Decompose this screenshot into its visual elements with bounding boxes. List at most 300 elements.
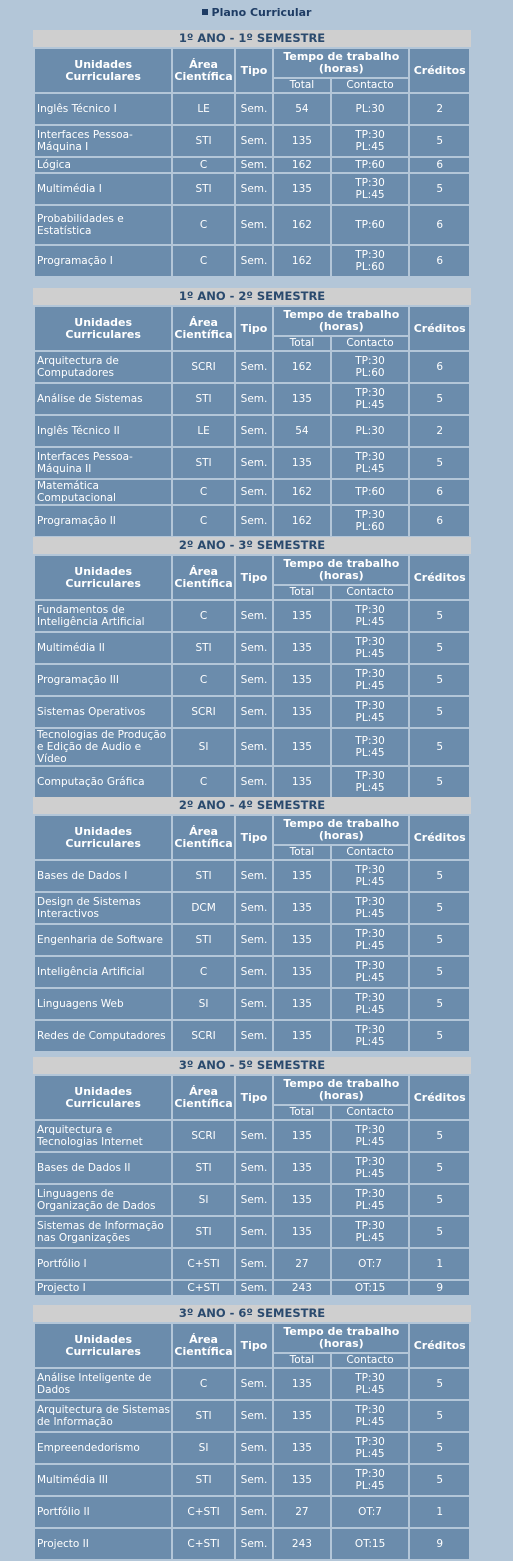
cell-unidade: Arquitectura e Tecnologias Internet xyxy=(35,1121,171,1151)
col-header-tipo: Tipo xyxy=(236,49,272,92)
cell-contacto xyxy=(332,697,409,727)
table-row xyxy=(35,1249,469,1279)
cell-total: 135 xyxy=(274,448,330,478)
cell-area: C+STI xyxy=(173,1249,234,1279)
semester-title: 3º ANO - 5º SEMESTRE xyxy=(33,1057,471,1074)
cell-creditos: 5 xyxy=(410,601,469,631)
cell-tipo: Sem. xyxy=(236,1121,272,1151)
table-row xyxy=(35,1185,469,1215)
col-header-contacto: Contacto xyxy=(332,846,409,859)
cell-contacto xyxy=(332,729,409,765)
cell-contacto xyxy=(332,416,409,446)
contacto-line: PL:45 xyxy=(355,463,385,475)
cell-tipo: Sem. xyxy=(236,601,272,631)
table-row xyxy=(35,767,469,797)
table-row xyxy=(35,448,469,478)
col-header-area: Área Científica xyxy=(173,49,234,92)
cell-creditos: 5 xyxy=(410,1465,469,1495)
cell-contacto xyxy=(332,1465,409,1495)
contacto-line: TP:30 xyxy=(355,735,385,747)
cell-creditos: 5 xyxy=(410,1121,469,1151)
table-row xyxy=(35,1153,469,1183)
contacto-line: PL:45 xyxy=(355,141,385,153)
cell-unidade: Linguagens de Organização de Dados xyxy=(35,1185,171,1215)
cell-creditos: 9 xyxy=(410,1281,469,1295)
col-header-contacto: Contacto xyxy=(332,1354,409,1367)
cell-creditos: 5 xyxy=(410,1021,469,1051)
contacto-line: PL:45 xyxy=(355,1036,385,1048)
cell-contacto xyxy=(332,861,409,891)
contacto-line: TP:30 xyxy=(355,1372,385,1384)
cell-creditos: 5 xyxy=(410,957,469,987)
contacto-line: OT:15 xyxy=(354,1538,386,1550)
cell-contacto xyxy=(332,957,409,987)
header-row xyxy=(35,1076,469,1104)
cell-total: 135 xyxy=(274,697,330,727)
cell-unidade: Empreendedorismo xyxy=(35,1433,171,1463)
table-row xyxy=(35,1217,469,1247)
contacto-line: TP:30 xyxy=(355,1124,385,1136)
cell-unidade: Engenharia de Software xyxy=(35,925,171,955)
cell-total: 135 xyxy=(274,174,330,204)
semester-title: 2º ANO - 4º SEMESTRE xyxy=(33,797,471,814)
col-header-area: Área Científica xyxy=(173,556,234,599)
semester-title: 3º ANO - 6º SEMESTRE xyxy=(33,1305,471,1322)
header-row xyxy=(35,307,469,335)
table-row xyxy=(35,416,469,446)
cell-unidade: Multimédia I xyxy=(35,174,171,204)
cell-unidade: Projecto I xyxy=(35,1281,171,1295)
cell-area: SI xyxy=(173,729,234,765)
table-row xyxy=(35,384,469,414)
contacto-line: TP:30 xyxy=(355,1024,385,1036)
contacto-line: PL:45 xyxy=(355,747,385,759)
contacto-line: TP:30 xyxy=(355,896,385,908)
page-title xyxy=(0,6,513,20)
contacto-line: OT:7 xyxy=(358,1258,382,1270)
cell-area: STI xyxy=(173,448,234,478)
col-header-tipo: Tipo xyxy=(236,1076,272,1119)
cell-contacto xyxy=(332,94,409,124)
contacto-line: PL:45 xyxy=(355,1004,385,1016)
semester-title: 1º ANO - 1º SEMESTRE xyxy=(33,30,471,47)
cell-unidade: Programação II xyxy=(35,506,171,536)
table-row xyxy=(35,206,469,244)
cell-creditos: 5 xyxy=(410,1433,469,1463)
cell-total: 162 xyxy=(274,480,330,504)
contacto-line: TP:30 xyxy=(355,177,385,189)
cell-tipo: Sem. xyxy=(236,1369,272,1399)
col-header-creditos: Créditos xyxy=(410,556,469,599)
contacto-line: TP:30 xyxy=(355,387,385,399)
curriculum-table xyxy=(33,554,471,799)
col-header-total: Total xyxy=(274,586,330,599)
cell-total: 135 xyxy=(274,601,330,631)
cell-total: 135 xyxy=(274,729,330,765)
cell-tipo: Sem. xyxy=(236,893,272,923)
col-header-tipo: Tipo xyxy=(236,307,272,350)
col-header-creditos: Créditos xyxy=(410,307,469,350)
col-header-area: Área Científica xyxy=(173,1324,234,1367)
cell-area: LE xyxy=(173,94,234,124)
cell-contacto xyxy=(332,1281,409,1295)
cell-area: STI xyxy=(173,384,234,414)
cell-tipo: Sem. xyxy=(236,1529,272,1559)
semester-title: 1º ANO - 2º SEMESTRE xyxy=(33,288,471,305)
cell-total: 162 xyxy=(274,506,330,536)
cell-total: 162 xyxy=(274,246,330,276)
contacto-line: TP:30 xyxy=(355,129,385,141)
cell-unidade: Matemática Computacional xyxy=(35,480,171,504)
cell-creditos: 6 xyxy=(410,480,469,504)
cell-area: SCRI xyxy=(173,352,234,382)
col-header-total: Total xyxy=(274,846,330,859)
contacto-line: OT:7 xyxy=(358,1506,382,1518)
cell-tipo: Sem. xyxy=(236,1465,272,1495)
curriculum-table xyxy=(33,1074,471,1297)
curriculum-table xyxy=(33,814,471,1053)
cell-creditos: 5 xyxy=(410,665,469,695)
cell-contacto xyxy=(332,1369,409,1399)
col-header-area: Área Científica xyxy=(173,307,234,350)
table-row xyxy=(35,925,469,955)
semester-section xyxy=(33,1057,471,1297)
col-header-tempo: Tempo de trabalho (horas) xyxy=(274,556,408,584)
semester-section xyxy=(33,537,471,799)
cell-contacto xyxy=(332,246,409,276)
cell-contacto xyxy=(332,158,409,172)
contacto-line: PL:30 xyxy=(355,425,385,437)
semester-section xyxy=(33,1305,471,1561)
contacto-line: PL:45 xyxy=(355,399,385,411)
contacto-line: TP:30 xyxy=(355,960,385,972)
cell-unidade: Inteligência Artificial xyxy=(35,957,171,987)
contacto-line: TP:30 xyxy=(355,770,385,782)
table-row xyxy=(35,1281,469,1295)
cell-unidade: Programação III xyxy=(35,665,171,695)
cell-unidade: Inglês Técnico II xyxy=(35,416,171,446)
cell-area: STI xyxy=(173,1153,234,1183)
cell-creditos: 5 xyxy=(410,126,469,156)
contacto-line: TP:30 xyxy=(355,1188,385,1200)
contacto-line: TP:30 xyxy=(355,1404,385,1416)
cell-unidade: Sistemas Operativos xyxy=(35,697,171,727)
cell-tipo: Sem. xyxy=(236,697,272,727)
cell-unidade: Arquitectura de Sistemas de Informação xyxy=(35,1401,171,1431)
cell-contacto xyxy=(332,1121,409,1151)
cell-total: 135 xyxy=(274,1369,330,1399)
contacto-line: PL:45 xyxy=(355,712,385,724)
col-header-contacto: Contacto xyxy=(332,1106,409,1119)
cell-unidade: Análise de Sistemas xyxy=(35,384,171,414)
table-row xyxy=(35,601,469,631)
cell-creditos: 5 xyxy=(410,1217,469,1247)
cell-contacto xyxy=(332,1153,409,1183)
cell-unidade: Multimédia III xyxy=(35,1465,171,1495)
table-row xyxy=(35,665,469,695)
cell-area: C xyxy=(173,665,234,695)
cell-creditos: 5 xyxy=(410,384,469,414)
cell-total: 135 xyxy=(274,893,330,923)
col-header-contacto: Contacto xyxy=(332,586,409,599)
cell-total: 162 xyxy=(274,352,330,382)
cell-tipo: Sem. xyxy=(236,94,272,124)
table-row xyxy=(35,1465,469,1495)
contacto-line: PL:45 xyxy=(355,972,385,984)
contacto-line: TP:30 xyxy=(355,355,385,367)
contacto-line: TP:30 xyxy=(355,864,385,876)
cell-contacto xyxy=(332,1249,409,1279)
col-header-total: Total xyxy=(274,1106,330,1119)
contacto-line: TP:30 xyxy=(355,700,385,712)
contacto-line: OT:15 xyxy=(354,1282,386,1294)
cell-area: C xyxy=(173,601,234,631)
cell-area: C xyxy=(173,246,234,276)
cell-unidade: Sistemas de Informação nas Organizações xyxy=(35,1217,171,1247)
cell-creditos: 5 xyxy=(410,1153,469,1183)
table-row xyxy=(35,174,469,204)
contacto-line: PL:60 xyxy=(355,367,385,379)
cell-contacto xyxy=(332,1401,409,1431)
cell-area: C+STI xyxy=(173,1497,234,1527)
cell-area: SCRI xyxy=(173,697,234,727)
cell-tipo: Sem. xyxy=(236,957,272,987)
cell-tipo: Sem. xyxy=(236,665,272,695)
contacto-line: PL:45 xyxy=(355,876,385,888)
cell-total: 162 xyxy=(274,206,330,244)
col-header-tempo: Tempo de trabalho (horas) xyxy=(274,1076,408,1104)
cell-total: 135 xyxy=(274,1217,330,1247)
contacto-line: PL:45 xyxy=(355,1384,385,1396)
contacto-line: PL:45 xyxy=(355,1480,385,1492)
cell-area: STI xyxy=(173,861,234,891)
cell-contacto xyxy=(332,1433,409,1463)
contacto-line: PL:45 xyxy=(355,1136,385,1148)
cell-creditos: 2 xyxy=(410,416,469,446)
cell-tipo: Sem. xyxy=(236,1281,272,1295)
cell-area: STI xyxy=(173,1401,234,1431)
cell-creditos: 5 xyxy=(410,633,469,663)
cell-total: 135 xyxy=(274,633,330,663)
table-row xyxy=(35,861,469,891)
cell-contacto xyxy=(332,1497,409,1527)
header-row xyxy=(35,49,469,77)
contacto-line: PL:45 xyxy=(355,616,385,628)
cell-area: STI xyxy=(173,925,234,955)
cell-area: LE xyxy=(173,416,234,446)
cell-tipo: Sem. xyxy=(236,246,272,276)
table-row xyxy=(35,1529,469,1559)
cell-total: 135 xyxy=(274,957,330,987)
contacto-line: PL:45 xyxy=(355,1200,385,1212)
semester-section xyxy=(33,288,471,538)
col-header-unidades: Unidades Curriculares xyxy=(35,307,171,350)
cell-unidade: Interfaces Pessoa-Máquina II xyxy=(35,448,171,478)
cell-creditos: 6 xyxy=(410,158,469,172)
cell-creditos: 6 xyxy=(410,206,469,244)
cell-creditos: 5 xyxy=(410,1185,469,1215)
table-row xyxy=(35,94,469,124)
col-header-tempo: Tempo de trabalho (horas) xyxy=(274,816,408,844)
cell-unidade: Programação I xyxy=(35,246,171,276)
table-row xyxy=(35,989,469,1019)
bullet-icon xyxy=(202,9,208,15)
cell-area: SCRI xyxy=(173,1121,234,1151)
cell-area: STI xyxy=(173,174,234,204)
cell-contacto xyxy=(332,633,409,663)
cell-area: C xyxy=(173,506,234,536)
table-row xyxy=(35,246,469,276)
col-header-creditos: Créditos xyxy=(410,816,469,859)
col-header-tempo: Tempo de trabalho (horas) xyxy=(274,307,408,335)
cell-area: C+STI xyxy=(173,1281,234,1295)
cell-unidade: Inglês Técnico I xyxy=(35,94,171,124)
contacto-line: TP:30 xyxy=(355,509,385,521)
cell-tipo: Sem. xyxy=(236,861,272,891)
cell-total: 135 xyxy=(274,1153,330,1183)
col-header-unidades: Unidades Curriculares xyxy=(35,816,171,859)
cell-area: STI xyxy=(173,126,234,156)
cell-contacto xyxy=(332,893,409,923)
cell-area: STI xyxy=(173,1465,234,1495)
cell-creditos: 5 xyxy=(410,448,469,478)
cell-unidade: Linguagens Web xyxy=(35,989,171,1019)
col-header-creditos: Créditos xyxy=(410,49,469,92)
cell-total: 27 xyxy=(274,1249,330,1279)
cell-contacto xyxy=(332,1185,409,1215)
cell-tipo: Sem. xyxy=(236,480,272,504)
cell-creditos: 5 xyxy=(410,925,469,955)
cell-area: SI xyxy=(173,989,234,1019)
contacto-line: PL:60 xyxy=(355,261,385,273)
cell-total: 243 xyxy=(274,1281,330,1295)
col-header-contacto: Contacto xyxy=(332,79,409,92)
cell-total: 135 xyxy=(274,861,330,891)
cell-tipo: Sem. xyxy=(236,989,272,1019)
page-title-text: Plano Curricular xyxy=(211,6,312,19)
col-header-contacto: Contacto xyxy=(332,337,409,350)
cell-creditos: 2 xyxy=(410,94,469,124)
cell-total: 135 xyxy=(274,1121,330,1151)
cell-creditos: 5 xyxy=(410,697,469,727)
cell-tipo: Sem. xyxy=(236,416,272,446)
table-row xyxy=(35,1433,469,1463)
cell-unidade: Multimédia II xyxy=(35,633,171,663)
cell-total: 27 xyxy=(274,1497,330,1527)
cell-tipo: Sem. xyxy=(236,352,272,382)
cell-tipo: Sem. xyxy=(236,633,272,663)
cell-creditos: 5 xyxy=(410,989,469,1019)
cell-unidade: Projecto II xyxy=(35,1529,171,1559)
cell-contacto xyxy=(332,480,409,504)
cell-tipo: Sem. xyxy=(236,1401,272,1431)
cell-area: C xyxy=(173,767,234,797)
cell-tipo: Sem. xyxy=(236,1021,272,1051)
cell-tipo: Sem. xyxy=(236,506,272,536)
cell-contacto xyxy=(332,665,409,695)
cell-creditos: 5 xyxy=(410,1369,469,1399)
col-header-tempo: Tempo de trabalho (horas) xyxy=(274,49,408,77)
contacto-line: PL:45 xyxy=(355,1416,385,1428)
semester-section xyxy=(33,797,471,1053)
table-row xyxy=(35,957,469,987)
contacto-line: TP:30 xyxy=(355,451,385,463)
cell-creditos: 6 xyxy=(410,246,469,276)
header-row xyxy=(35,556,469,584)
contacto-line: PL:45 xyxy=(355,940,385,952)
contacto-line: TP:30 xyxy=(355,928,385,940)
table-row xyxy=(35,126,469,156)
contacto-line: TP:30 xyxy=(355,604,385,616)
contacto-line: TP:30 xyxy=(355,249,385,261)
cell-tipo: Sem. xyxy=(236,1217,272,1247)
curriculum-table xyxy=(33,47,471,278)
semester-title: 2º ANO - 3º SEMESTRE xyxy=(33,537,471,554)
cell-contacto xyxy=(332,925,409,955)
contacto-line: TP:30 xyxy=(355,1156,385,1168)
cell-creditos: 1 xyxy=(410,1249,469,1279)
table-row xyxy=(35,352,469,382)
contacto-line: TP:60 xyxy=(355,219,385,231)
cell-total: 54 xyxy=(274,416,330,446)
table-row xyxy=(35,697,469,727)
curriculum-table xyxy=(33,305,471,538)
cell-total: 135 xyxy=(274,1021,330,1051)
contacto-line: PL:45 xyxy=(355,1168,385,1180)
cell-contacto xyxy=(332,1217,409,1247)
cell-tipo: Sem. xyxy=(236,1497,272,1527)
contacto-line: TP:30 xyxy=(355,1220,385,1232)
contacto-line: PL:30 xyxy=(355,103,385,115)
contacto-line: TP:30 xyxy=(355,636,385,648)
col-header-creditos: Créditos xyxy=(410,1324,469,1367)
table-row xyxy=(35,1401,469,1431)
contacto-line: TP:60 xyxy=(355,159,385,171)
cell-contacto xyxy=(332,506,409,536)
col-header-area: Área Científica xyxy=(173,816,234,859)
cell-total: 135 xyxy=(274,1465,330,1495)
cell-unidade: Bases de Dados I xyxy=(35,861,171,891)
contacto-line: TP:30 xyxy=(355,1468,385,1480)
cell-total: 135 xyxy=(274,767,330,797)
table-row xyxy=(35,893,469,923)
col-header-tipo: Tipo xyxy=(236,556,272,599)
contacto-line: PL:45 xyxy=(355,648,385,660)
cell-creditos: 1 xyxy=(410,1497,469,1527)
cell-contacto xyxy=(332,352,409,382)
cell-area: SI xyxy=(173,1185,234,1215)
cell-tipo: Sem. xyxy=(236,1433,272,1463)
cell-total: 54 xyxy=(274,94,330,124)
cell-area: C xyxy=(173,1369,234,1399)
cell-total: 135 xyxy=(274,989,330,1019)
col-header-creditos: Créditos xyxy=(410,1076,469,1119)
cell-total: 162 xyxy=(274,158,330,172)
cell-creditos: 5 xyxy=(410,1401,469,1431)
contacto-line: PL:60 xyxy=(355,521,385,533)
curriculum-table xyxy=(33,1322,471,1561)
cell-unidade: Fundamentos de Inteligência Artificial xyxy=(35,601,171,631)
cell-unidade: Design de Sistemas Interactivos xyxy=(35,893,171,923)
cell-area: C xyxy=(173,158,234,172)
table-row xyxy=(35,1369,469,1399)
cell-contacto xyxy=(332,448,409,478)
table-row xyxy=(35,1121,469,1151)
cell-area: C xyxy=(173,957,234,987)
cell-area: STI xyxy=(173,633,234,663)
cell-tipo: Sem. xyxy=(236,158,272,172)
cell-area: C+STI xyxy=(173,1529,234,1559)
